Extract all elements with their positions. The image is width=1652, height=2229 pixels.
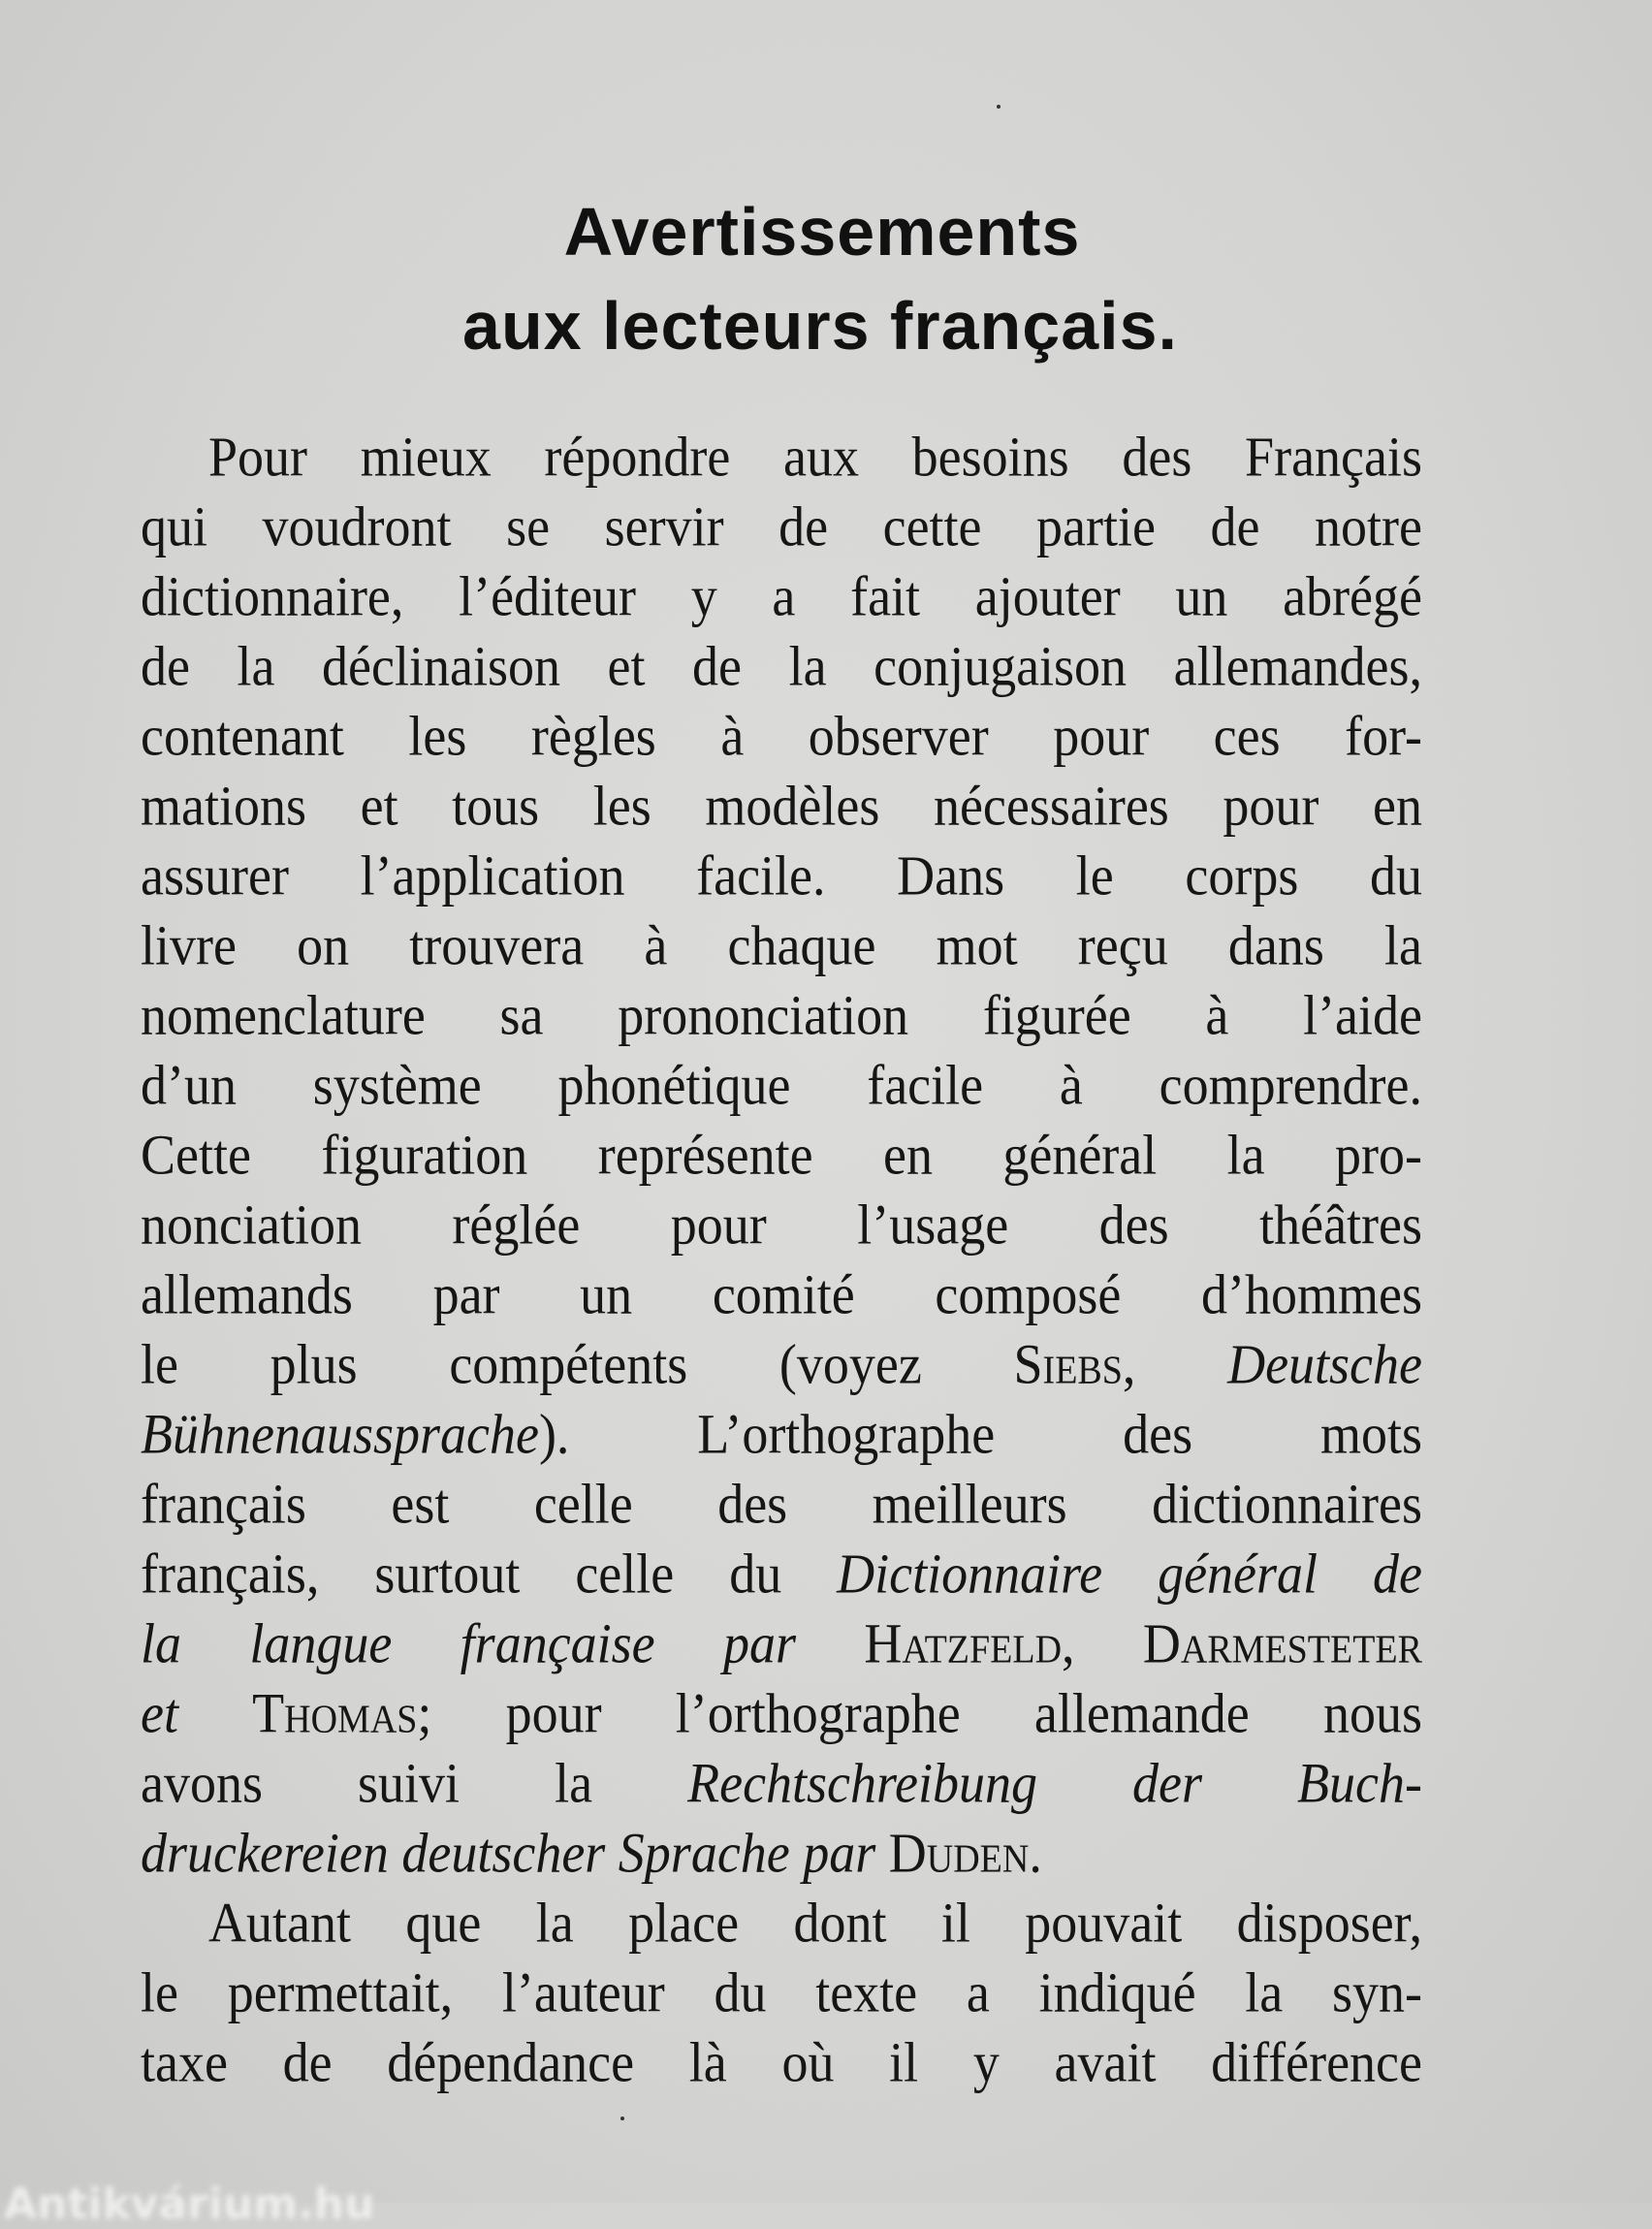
text-segment: contenant les règles à observer pour ces for- (141, 704, 1422, 768)
text-segment: nomenclature sa prononciation figurée à l’aide (141, 983, 1422, 1047)
text-segment: assurer l’application facile. Dans le corps du (141, 844, 1422, 908)
text-line (141, 908, 1422, 983)
text-segment: d’un système phonétique facile à comprendre. (141, 1053, 1422, 1117)
text-line (141, 489, 1422, 564)
text-segment: taxe de dépendance là où il y avait différence (141, 2030, 1422, 2094)
text-segment: Dictionnaire général de (837, 1542, 1422, 1606)
text-line (141, 1257, 1422, 1332)
text-line (141, 1606, 1422, 1681)
text-segment: Thomas (252, 1681, 418, 1745)
text-line (141, 1187, 1422, 1262)
text-line (141, 1955, 1422, 2030)
text-segment: français, surtout celle du (141, 1542, 838, 1606)
text-segment: de la déclinaison et de la conjugaison allemandes, (141, 634, 1422, 698)
text-line (141, 977, 1422, 1053)
text-segment: dictionnaire, l’éditeur y a fait ajouter un abrégé (141, 564, 1422, 628)
text-segment: le permettait, l’auteur du texte a indiqué la syn- (141, 1960, 1422, 2024)
text-line (141, 419, 1422, 494)
ink-speck (620, 2117, 624, 2120)
text-segment: Rechtschreibung der Buch- (687, 1751, 1422, 1815)
text-segment: Cette figuration représente en général la pro- (141, 1123, 1422, 1187)
text-segment: le plus compétents (voyez (141, 1332, 1014, 1396)
text-segment: qui voudront se servir de cette partie de notre (141, 494, 1422, 558)
heading-line-2: aux lecteurs français. (462, 288, 1178, 364)
text-segment: druckereien deutscher Sprache par (141, 1821, 889, 1885)
text-segment: Bühnenaussprache (141, 1402, 539, 1466)
text-segment: ). L’orthographe des mots (538, 1402, 1422, 1466)
text-line (141, 698, 1422, 774)
text-segment: avons suivi la (141, 1751, 688, 1815)
text-line (141, 768, 1422, 844)
text-segment: allemands par un comité composé d’hommes (141, 1262, 1422, 1326)
text-line (141, 1396, 1422, 1472)
text-segment: , (1062, 1611, 1143, 1675)
text-segment: et (141, 1681, 253, 1745)
text-line (141, 1466, 1422, 1542)
text-line (141, 1815, 1422, 1891)
text-line (141, 2024, 1422, 2100)
text-line (141, 1675, 1422, 1751)
text-segment: français est celle des meilleurs dictionnaires (141, 1472, 1422, 1536)
text-segment: livre on trouvera à chaque mot reçu dans la (141, 913, 1422, 977)
watermark: Antikvárium.hu (4, 2180, 375, 2229)
text-segment: . (1029, 1821, 1042, 1885)
text-line (141, 1745, 1422, 1821)
body-text (141, 422, 1422, 2097)
text-segment: la langue française par (141, 1611, 865, 1675)
text-line (141, 838, 1422, 913)
text-segment: Autant que la place dont il pouvait disposer, (208, 1891, 1422, 1955)
text-segment: Deutsche (1227, 1332, 1422, 1396)
text-segment: Pour mieux répondre aux besoins des Français (208, 425, 1422, 489)
text-segment: mations et tous les modèles nécessaires pour en (141, 774, 1422, 838)
text-segment: ; pour l’orthographe allemande nous (417, 1681, 1422, 1745)
text-line (141, 1047, 1422, 1123)
text-segment: Darmesteter (1142, 1611, 1422, 1675)
heading-line-1: Avertissements (563, 194, 1081, 270)
text-segment: Duden (888, 1821, 1030, 1885)
text-line (141, 1536, 1422, 1611)
text-line (141, 1117, 1422, 1193)
text-line (141, 1885, 1422, 1960)
text-line (141, 1326, 1422, 1402)
text-segment: , (1122, 1332, 1228, 1396)
text-line (141, 628, 1422, 704)
text-segment: Siebs (1013, 1332, 1123, 1396)
text-segment: nonciation réglée pour l’usage des théâtres (141, 1193, 1422, 1257)
text-line (141, 558, 1422, 634)
ink-speck (997, 105, 1001, 109)
text-segment: Hatzfeld (864, 1611, 1063, 1675)
